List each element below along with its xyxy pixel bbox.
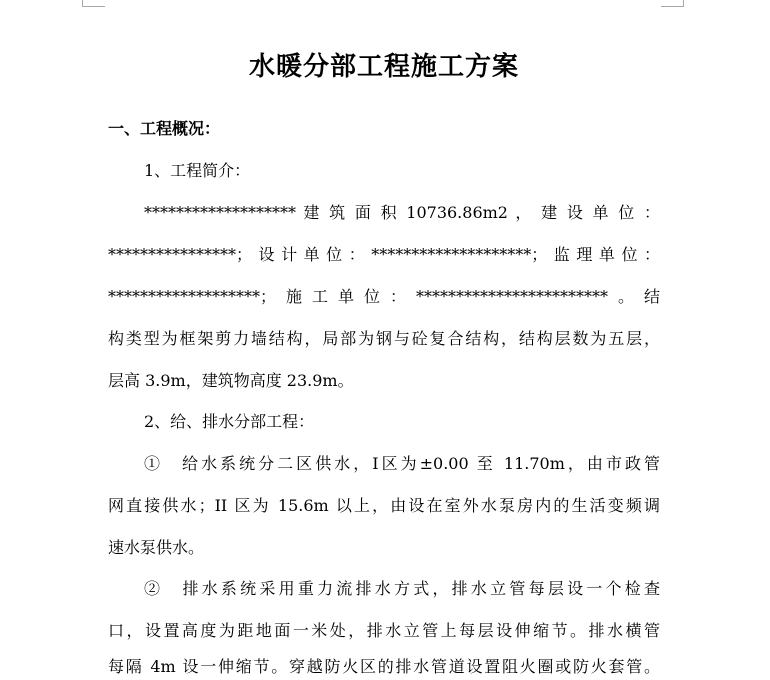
page-corner-mark-right (661, 0, 684, 7)
section-heading-overview: 一、工程概况： (108, 119, 221, 138)
paragraph-line: 网直接供水；II 区为 15.6m 以上，由设在室外水泵房内的生活变频调 (108, 496, 660, 515)
page-corner-mark-left (82, 0, 105, 7)
paragraph-line: ****************；设计单位：********************；监理单位： (108, 245, 660, 264)
paragraph-line: 口，设置高度为距地面一米处，排水立管上每层设伸缩节。排水横管 (108, 621, 660, 640)
paragraph-line: *******************；施工单位：************************。结 (108, 287, 660, 306)
paragraph-line: 构类型为框架剪力墙结构，局部为钢与砼复合结构，结构层数为五层， (108, 329, 660, 348)
subheading-project-intro: 1、工程简介： (144, 161, 251, 180)
paragraph-line: ② 排水系统采用重力流排水方式，排水立管每层设一个检查 (144, 579, 660, 598)
subheading-water-drainage: 2、给、排水分部工程： (144, 412, 315, 431)
paragraph-line: ******************* 建 筑 面 积 10736.86m2 ， 建 设 单 位 ： (144, 203, 660, 222)
paragraph-line: 层高 3.9m，建筑物高度 23.9m。 (108, 371, 354, 390)
paragraph-line: 速水泵供水。 (108, 538, 205, 557)
document-page (108, 0, 660, 680)
paragraph-line: 每隔 4m 设一伸缩节。穿越防火区的排水管道设置阻火圈或防火套管。 (108, 657, 660, 676)
document-title: 水暖分部工程施工方案 (248, 52, 519, 82)
paragraph-line: ① 给水系统分二区供水，Ⅰ区为±0.00 至 11.70m，由市政管 (144, 454, 660, 473)
